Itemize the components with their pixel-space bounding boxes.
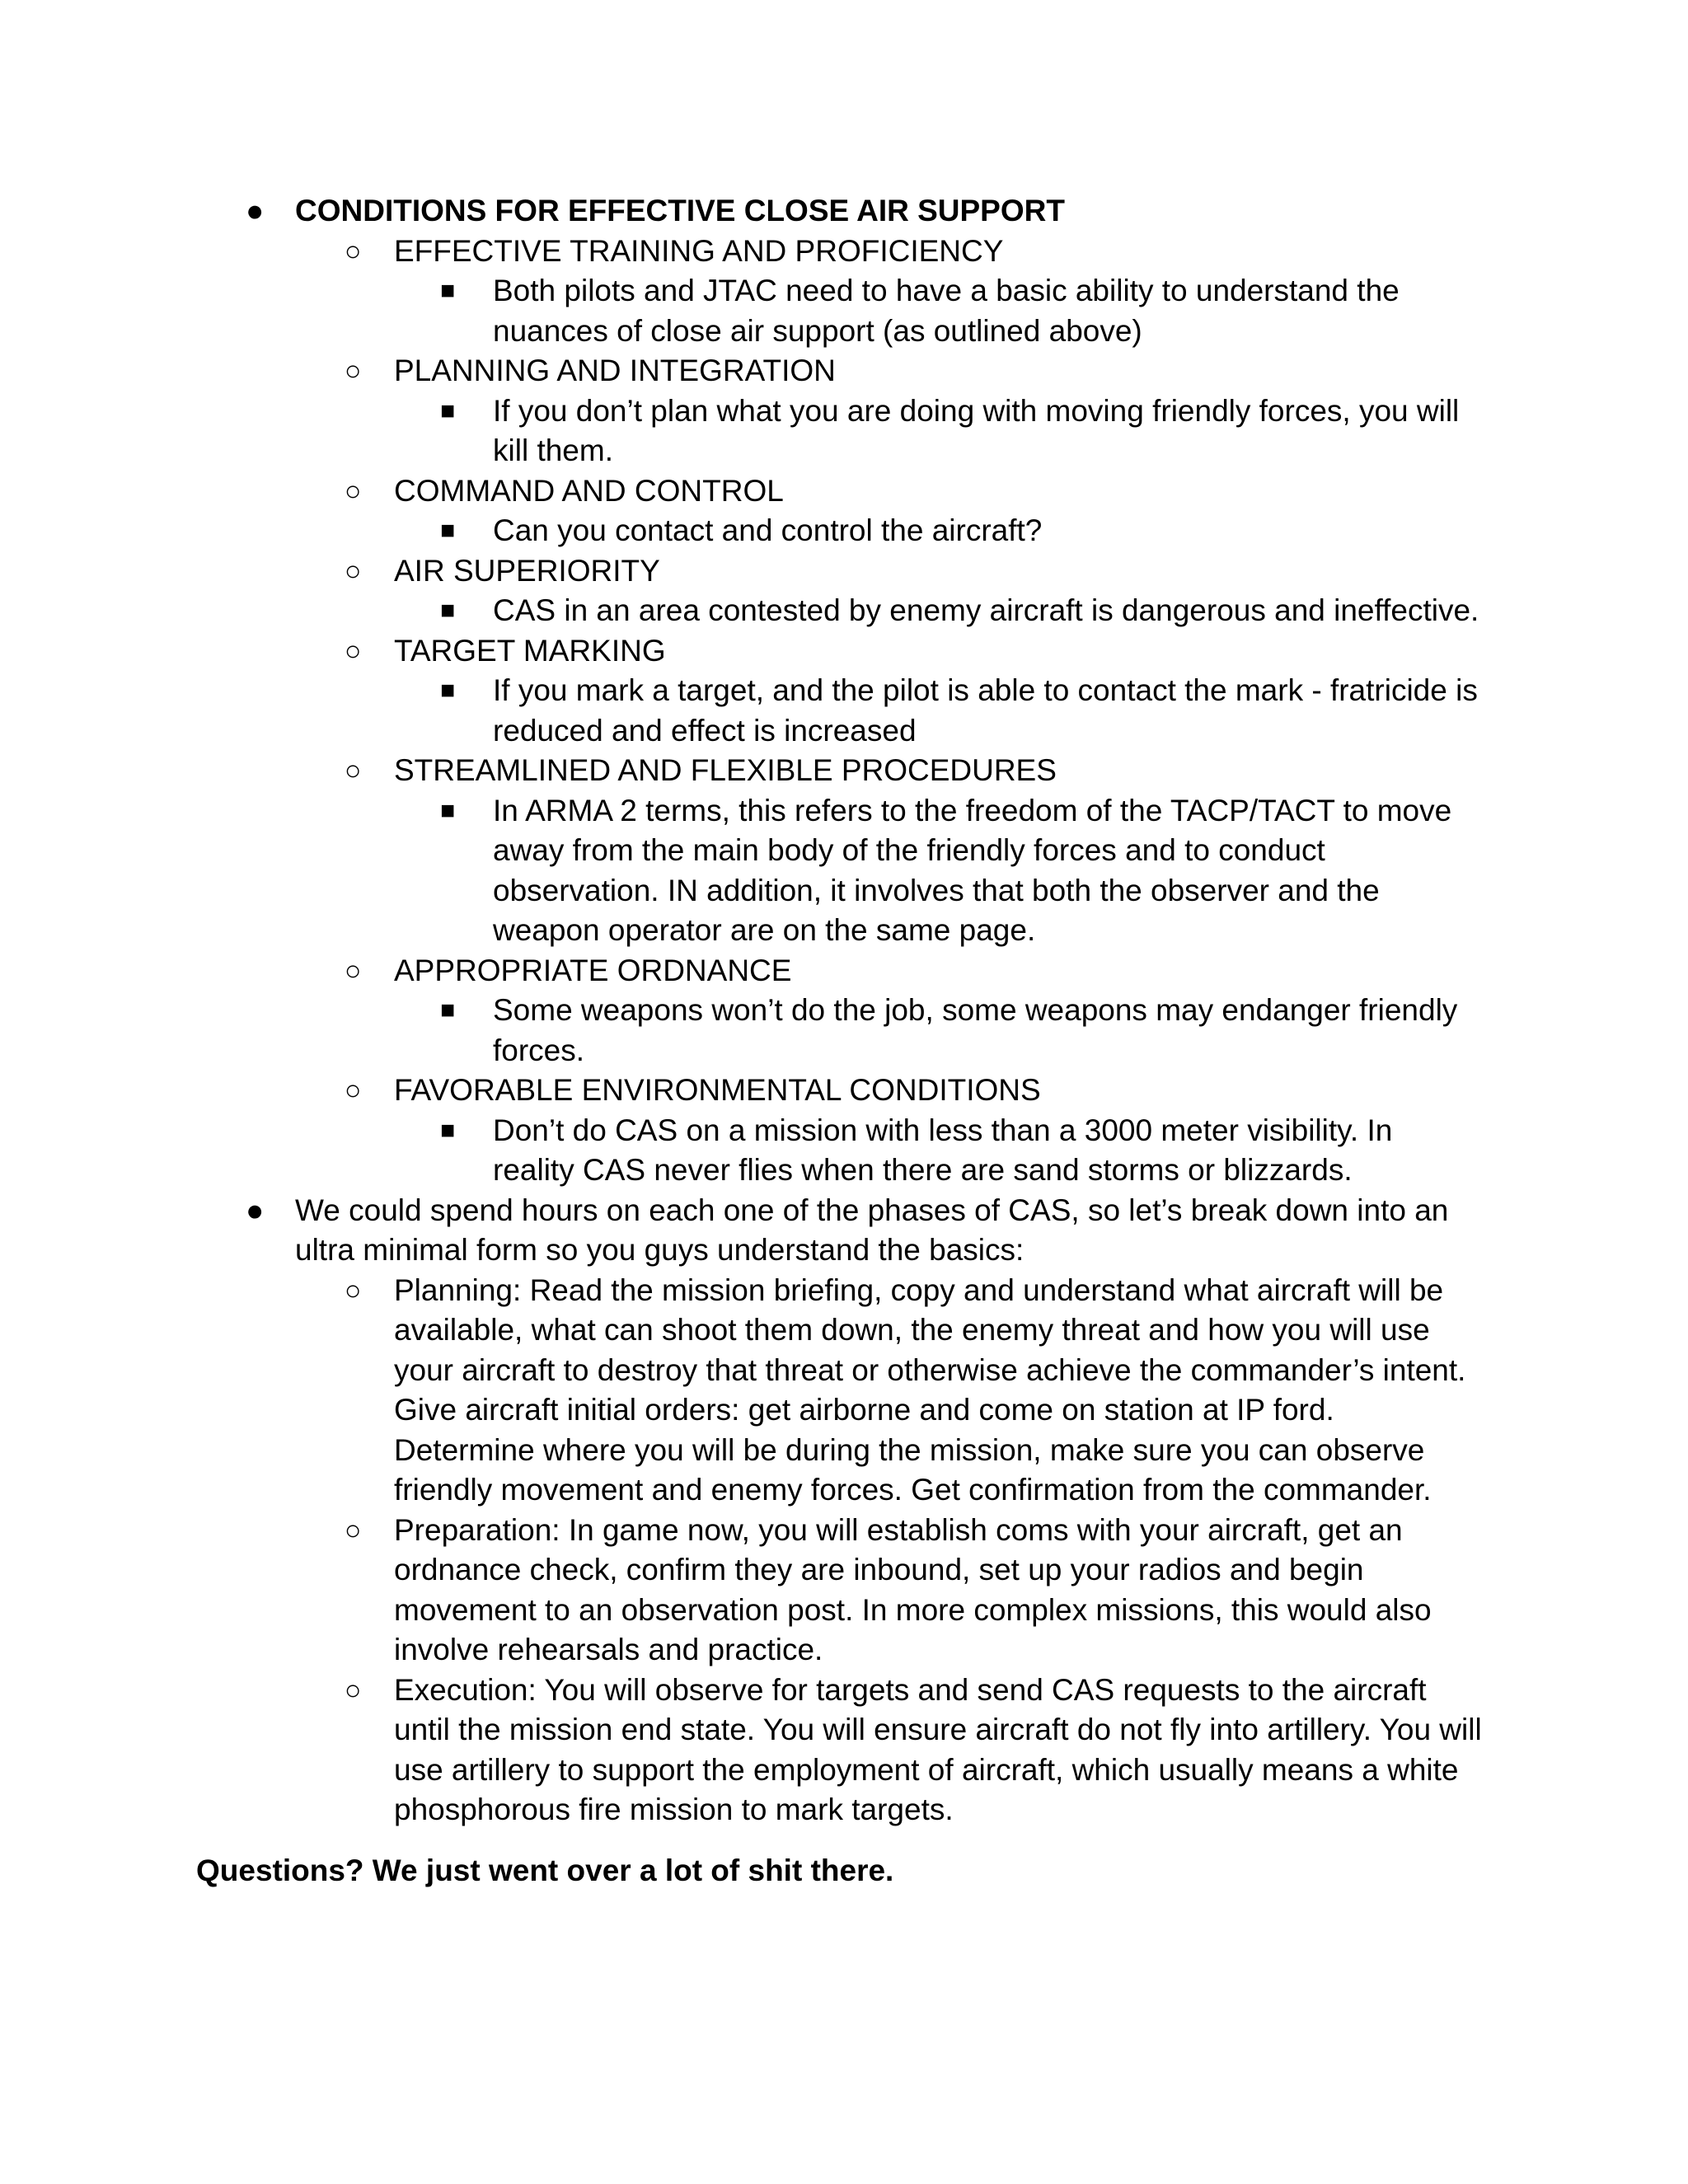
- section-text: We could spend hours on each one of the phases of CAS, so let’s break down into an ultra minimal form so you guys understand the basics:: [295, 1193, 1449, 1267]
- detail-list: [394, 271, 1482, 351]
- closing-note: Questions? We just went over a lot of shit there.: [196, 1854, 894, 1887]
- square-marker: ■: [440, 277, 456, 304]
- detail-text: CAS in an area contested by enemy aircraft is dangerous and ineffective.: [493, 593, 1479, 627]
- detail-item: [394, 991, 1482, 1071]
- detail-item: [394, 671, 1482, 751]
- circle-marker: ○: [345, 755, 362, 786]
- detail-list: [394, 791, 1482, 951]
- sub-item-text: COMMAND AND CONTROL: [394, 473, 784, 508]
- sub-item: [295, 1071, 1482, 1191]
- sub-item: [295, 551, 1482, 631]
- detail-item: [394, 1111, 1482, 1191]
- detail-list: [394, 671, 1482, 751]
- square-marker: ■: [440, 597, 456, 624]
- sub-item: [295, 951, 1482, 1071]
- detail-list: [394, 591, 1482, 631]
- detail-item: [394, 791, 1482, 951]
- sub-item: [295, 351, 1482, 471]
- sub-list: [295, 1271, 1482, 1830]
- sub-item: [295, 232, 1482, 352]
- circle-marker: ○: [345, 635, 362, 667]
- detail-list: [394, 391, 1482, 471]
- detail-text: Some weapons won’t do the job, some weapons may endanger friendly forces.: [493, 993, 1458, 1067]
- sub-item-text: TARGET MARKING: [394, 633, 666, 668]
- sub-item-text: PLANNING AND INTEGRATION: [394, 354, 836, 387]
- sub-item-text: Execution: You will observe for targets and send CAS requests to the aircraft until the mission end state. You will ensure aircraft do not fly into artillery. You will use artillery to support the employment of aircraft, which usually means a white phosphorous fire mission to mark targets.: [394, 1672, 1482, 1826]
- circle-marker: ○: [345, 1274, 362, 1306]
- detail-text: If you mark a target, and the pilot is able to contact the mark - fratricide is reduced and effect is increased: [493, 673, 1478, 748]
- detail-list: [394, 1111, 1482, 1191]
- bullet-marker: ●: [246, 1193, 265, 1227]
- detail-text: If you don’t plan what you are doing with moving friendly forces, you will kill them.: [493, 393, 1460, 467]
- circle-marker: ○: [345, 1514, 362, 1546]
- sub-item-text: APPROPRIATE ORDNANCE: [394, 953, 792, 987]
- sub-item: [295, 631, 1482, 752]
- square-marker: ■: [440, 796, 456, 824]
- sub-list: [295, 232, 1482, 1191]
- circle-marker: ○: [345, 555, 362, 587]
- circle-marker: ○: [345, 355, 362, 387]
- section-heading: CONDITIONS FOR EFFECTIVE CLOSE AIR SUPPORT: [295, 194, 1065, 227]
- detail-text: Both pilots and JTAC need to have a basic ability to understand the nuances of close air support (as outlined above): [493, 274, 1400, 348]
- document-body: [196, 191, 1482, 1830]
- sub-item-text: STREAMLINED AND FLEXIBLE PROCEDURES: [394, 753, 1057, 787]
- sub-item-text: FAVORABLE ENVIRONMENTAL CONDITIONS: [394, 1073, 1041, 1107]
- detail-item: [394, 271, 1482, 351]
- sub-item-text: Planning: Read the mission briefing, copy and understand what aircraft will be available, what can shoot them down, the enemy threat and how you will use your aircraft to destroy that threat or otherwise achieve the commander’s intent. Give aircraft initial orders: get airborne and come on station at IP ford. Determine where you will be during the mission, make sure you can observe friendly movement and enemy forces. Get confirmation from the commander.: [394, 1272, 1466, 1507]
- detail-item: [394, 511, 1482, 551]
- square-marker: ■: [440, 517, 456, 544]
- square-marker: ■: [440, 996, 456, 1024]
- sub-item-text: AIR SUPERIORITY: [394, 553, 660, 588]
- detail-text: Can you contact and control the aircraft?: [493, 513, 1043, 547]
- outline-item: [196, 191, 1482, 1191]
- circle-marker: ○: [345, 475, 362, 507]
- square-marker: ■: [440, 396, 456, 424]
- square-marker: ■: [440, 1116, 456, 1144]
- detail-item: [394, 591, 1482, 631]
- bullet-marker: ●: [246, 194, 265, 227]
- sub-item: [295, 1271, 1482, 1511]
- detail-text: Don’t do CAS on a mission with less than a 3000 meter visibility. In reality CAS never flies when there are sand storms or blizzards.: [493, 1113, 1393, 1187]
- sub-item-text: Preparation: In game now, you will establish coms with your aircraft, get an ordnance check, confirm they are inbound, set up your radios and begin movement to an observation post. In more complex missions, this would also involve rehearsals and practice.: [394, 1512, 1432, 1666]
- circle-marker: ○: [345, 235, 362, 267]
- sub-item: [295, 1511, 1482, 1671]
- detail-text: In ARMA 2 terms, this refers to the freedom of the TACP/TACT to move away from the main body of the friendly forces and to conduct observation. IN addition, it involves that both the observer and the weapon operator are on the same page.: [493, 793, 1452, 947]
- circle-marker: ○: [345, 1075, 362, 1106]
- circle-marker: ○: [345, 954, 362, 987]
- outline-item: [196, 1191, 1482, 1830]
- sub-item-text: EFFECTIVE TRAINING AND PROFICIENCY: [394, 233, 1004, 268]
- detail-item: [394, 391, 1482, 471]
- square-marker: ■: [440, 677, 456, 704]
- detail-list: [394, 991, 1482, 1071]
- circle-marker: ○: [345, 1674, 362, 1706]
- detail-list: [394, 511, 1482, 551]
- sub-item: [295, 471, 1482, 551]
- outline-list: [196, 191, 1482, 1830]
- sub-item: [295, 1671, 1482, 1830]
- sub-item: [295, 751, 1482, 951]
